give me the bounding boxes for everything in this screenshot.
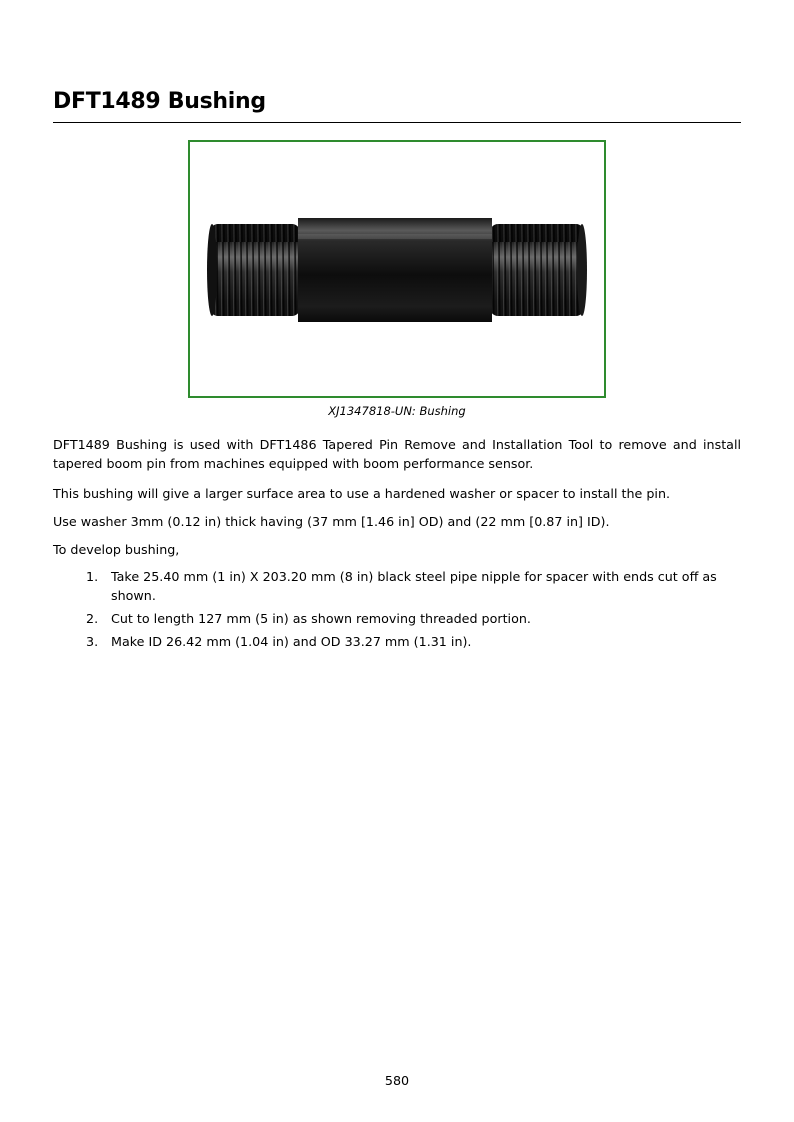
list-item — [53, 609, 741, 628]
bushing-image — [190, 142, 604, 396]
paragraph-surface-area: This bushing will give a larger surface area to use a hardened washer or spacer to install the pin. — [53, 486, 671, 501]
paragraph-washer: Use washer 3mm (0.12 in) thick having (37 mm [1.46 in] OD) and (22 mm [0.87 in] ID). — [53, 514, 610, 529]
title-divider — [53, 122, 741, 123]
page-title: DFT1489 Bushing — [53, 89, 266, 114]
paragraph-develop: To develop bushing, — [53, 542, 180, 557]
list-text: Take 25.40 mm (1 in) X 203.20 mm (8 in) black steel pipe nipple for spacer with ends cut off as shown. — [111, 569, 717, 603]
list-number: 2. — [86, 611, 99, 626]
list-item — [53, 567, 741, 605]
steps-list — [53, 567, 741, 655]
list-item — [53, 632, 741, 651]
list-text: Make ID 26.42 mm (1.04 in) and OD 33.27 mm (1.31 in). — [111, 634, 472, 649]
list-number: 3. — [86, 634, 99, 649]
figure-caption: XJ1347818-UN: Bushing — [328, 404, 466, 418]
list-number: 1. — [86, 569, 99, 584]
paragraph-intro: DFT1489 Bushing is used with DFT1486 Tapered Pin Remove and Installation Tool to remove and install tapered boom pin from machines equipped with boom performance sensor. — [53, 437, 741, 471]
list-text: Cut to length 127 mm (5 in) as shown removing threaded portion. — [111, 611, 531, 626]
figure-frame — [188, 140, 606, 398]
page-number: 580 — [384, 1073, 410, 1088]
